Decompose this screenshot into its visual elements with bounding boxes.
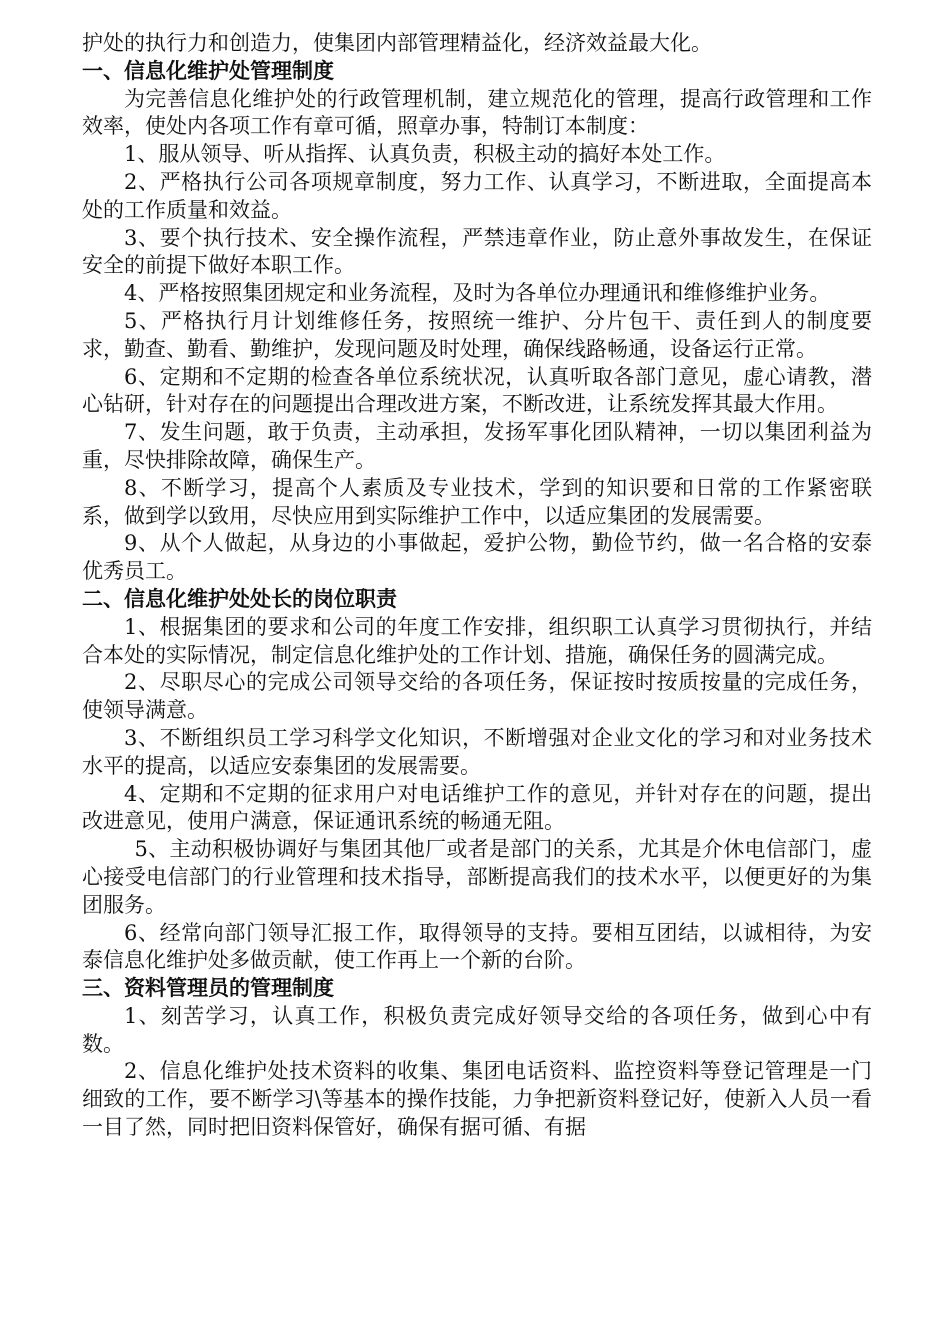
list-item: 7、发生问题，敢于负责，主动承担，发扬军事化团队精神，一切以集团利益为重，尽快排除故障，确保生产。 xyxy=(82,420,872,472)
list-item: 2、尽职尽心的完成公司领导交给的各项任务，保证按时按质按量的完成任务，使领导满意。 xyxy=(82,670,872,723)
section-heading-3: 三、资料管理员的管理制度 xyxy=(82,976,334,1001)
list-item: 9、从个人做起，从身边的小事做起，爱护公物，勤俭节约，做一名合格的安泰优秀员工。 xyxy=(82,531,872,584)
list-item: 4、定期和不定期的征求用户对电话维护工作的意见，并针对存在的问题，提出改进意见，使用户满意，保证通讯系统的畅通无阻。 xyxy=(82,781,872,834)
list-item: 8、不断学习，提高个人素质及专业技术，学到的知识要和日常的工作紧密联系，做到学以致用，尽快应用到实际维护工作中，以适应集团的发展需要。 xyxy=(82,475,872,528)
list-item: 4、严格按照集团规定和业务流程，及时为各单位办理通讯和维修维护业务。 xyxy=(124,281,831,306)
paragraph-continuation: 护处的执行力和创造力，使集团内部管理精益化，经济效益最大化。 xyxy=(82,31,712,55)
list-item: 5、严格执行月计划维修任务，按照统一维护、分片包干、责任到人的制度要求，勤查、勤看、勤维护，发现问题及时处理，确保线路畅通，设备运行正常。 xyxy=(82,308,872,361)
section-heading-2: 二、信息化维护处处长的岗位职责 xyxy=(82,586,397,611)
list-item: 6、经常向部门领导汇报工作，取得领导的支持。要相互团结，以诚相待，为安泰信息化维护处多做贡献，使工作再上一个新的台阶。 xyxy=(82,920,872,973)
list-item: 1、服从领导、听从指挥、认真负责，积极主动的搞好本处工作。 xyxy=(124,142,726,167)
list-item: 3、要个执行技术、安全操作流程，严禁违章作业，防止意外事故发生，在保证安全的前提下做好本职工作。 xyxy=(82,225,872,278)
list-item: 5、主动积极协调好与集团其他厂或者是部门的关系，尤其是介休电信部门，虚心接受电信部门的行业管理和技术指导，部断提高我们的技术水平，以便更好的为集团服务。 xyxy=(82,837,872,917)
paragraph: 为完善信息化维护处的行政管理机制，建立规范化的管理，提高行政管理和工作效率，使处内各项工作有章可循，照章办事，特制订本制度： xyxy=(82,86,872,139)
list-item: 2、信息化维护处技术资料的收集、集团电话资料、监控资料等登记管理是一门细致的工作，要不断学习\等基本的操作技能，力争把新资料登记好，使新入人员一看一目了然，同时把旧资料保管好，确保有据可循、有据 xyxy=(82,1059,872,1140)
list-item: 1、刻苦学习，认真工作，积极负责完成好领导交给的各项任务，做到心中有数。 xyxy=(82,1003,872,1056)
list-item: 6、定期和不定期的检查各单位系统状况，认真听取各部门意见，虚心请教，潜心钻研，针对存在的问题提出合理改进方案，不断改进，让系统发挥其最大作用。 xyxy=(82,364,872,417)
list-item: 1、根据集团的要求和公司的年度工作安排，组织职工认真学习贯彻执行，并结合本处的实际情况，制定信息化维护处的工作计划、措施，确保任务的圆满完成。 xyxy=(82,614,872,667)
document-body xyxy=(82,30,872,1142)
list-item: 3、不断组织员工学习科学文化知识，不断增强对企业文化的学习和对业务技术水平的提高，以适应安泰集团的发展需要。 xyxy=(82,725,872,778)
section-heading-1: 一、信息化维护处管理制度 xyxy=(82,58,334,83)
list-item: 2、严格执行公司各项规章制度，努力工作、认真学习，不断进取，全面提高本处的工作质量和效益。 xyxy=(82,169,872,222)
